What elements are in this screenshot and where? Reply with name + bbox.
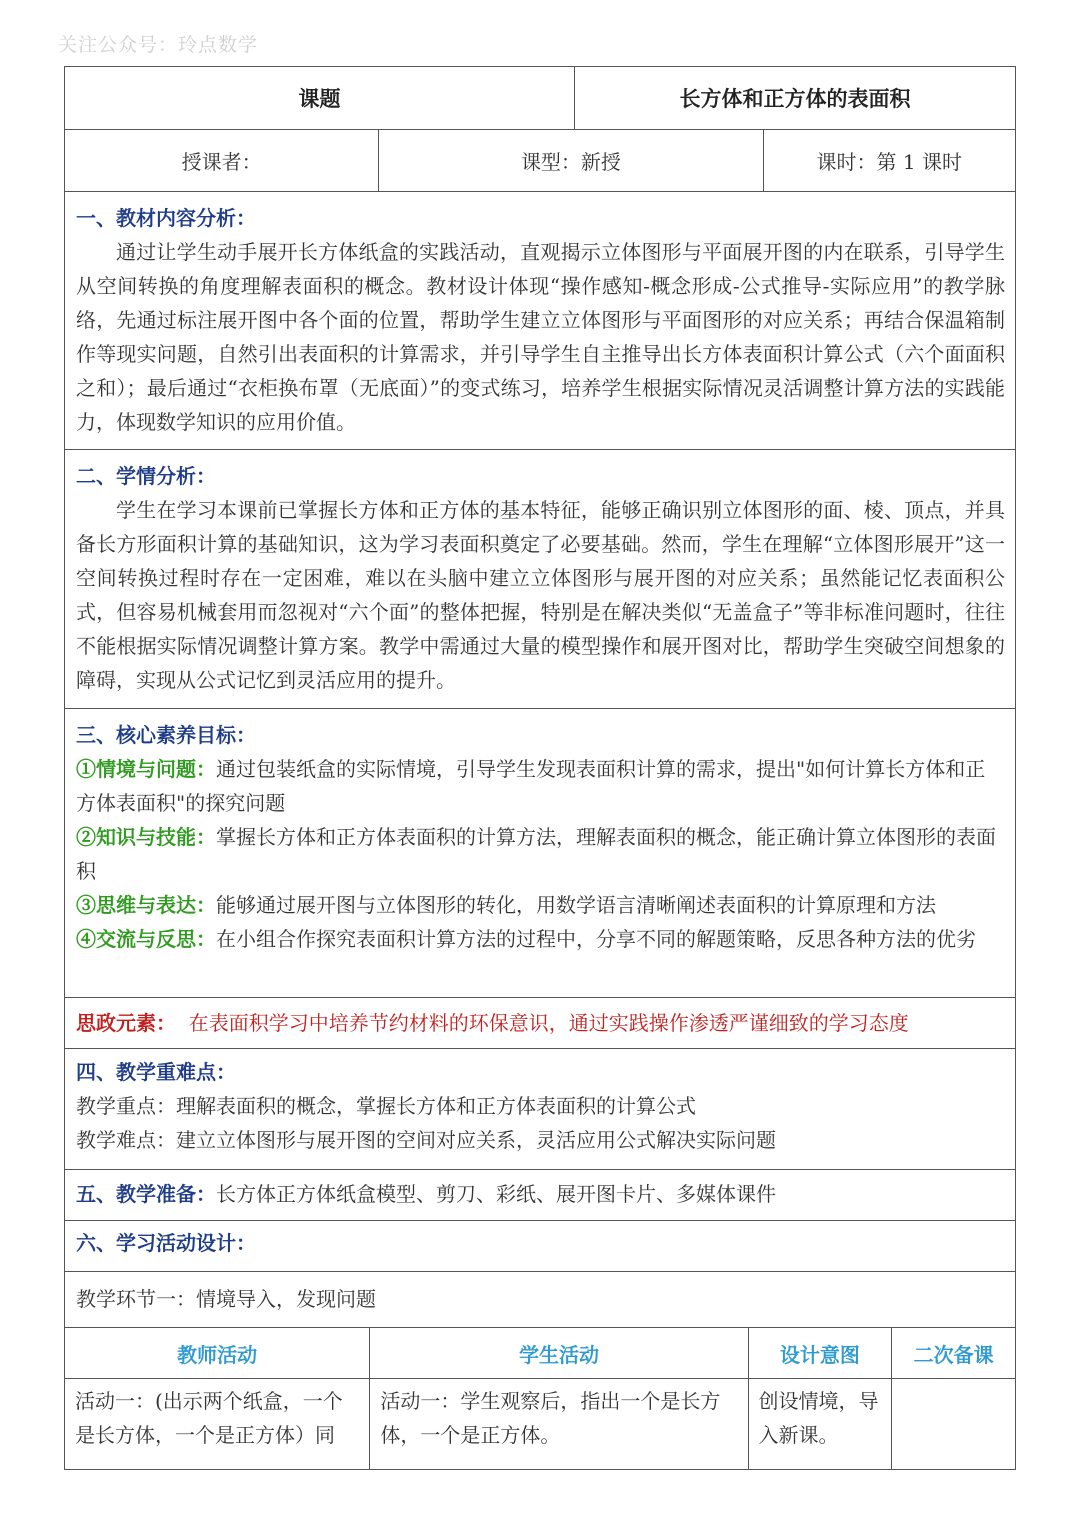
key-points-title: 四、教学重难点：: [76, 1060, 236, 1084]
watermark: 关注公众号：玲点数学: [58, 34, 259, 56]
student-activity-cell: 活动一：学生观察后，指出一个是长方体，一个是正方体。: [369, 1379, 747, 1469]
column-header: 教师活动: [177, 1342, 258, 1367]
goal-text: 在小组合作探究表面积计算方法的过程中，分享不同的解题策略，反思各种方法的优劣: [216, 927, 976, 951]
lesson-type: 课型：新授: [378, 130, 762, 191]
meta-row: [65, 130, 1015, 192]
ideology-text: 在表面积学习中培养节约材料的环保意识，通过实践操作渗透严谨细致的学习态度: [188, 1011, 909, 1035]
column-header: 设计意图: [748, 1328, 892, 1378]
goal-item: [76, 820, 1005, 888]
table-row: [65, 1379, 1015, 1469]
preparation-section: [65, 1170, 1015, 1221]
content-analysis-title: 一、教材内容分析：: [76, 206, 256, 230]
difficulty-text: 教学难点：建立立体图形与展开图的空间对应关系，灵活应用公式解决实际问题: [76, 1128, 776, 1152]
goal-text: 掌握长方体和正方体表面积的计算方法，理解表面积的概念，能正确计算立体图形的表面积: [76, 825, 996, 883]
student-analysis-section: [65, 450, 1015, 709]
activities-title: 六、学习活动设计：: [76, 1231, 256, 1255]
lesson-time: 课时：第 1 课时: [763, 130, 1015, 191]
second-prep-cell: [891, 1379, 1015, 1469]
stage-row: [65, 1272, 1015, 1328]
goal-label: ②知识与技能：: [76, 825, 216, 849]
content-analysis-text: 通过让学生动手展开长方体纸盒的实践活动，直观揭示立体图形与平面展开图的内在联系，引导学生从空间转换的角度理解表面积的概念。教材设计体现“操作感知-概念形成-公式推导-实际应用”的教学脉络，先通过标注展开图中各个面的位置，帮助学生建立立体图形与平面图形的对应关系；再结合保温箱制作等现实问题，自然引出表面积的计算需求，并引导学生自主推导出长方体表面积计算公式（六个面面积之和）；最后通过“衣柜换布罩（无底面）”的变式练习，培养学生根据实际情况灵活调整计算方法的实践能力，体现数学知识的应用价值。: [76, 240, 1005, 434]
stage-title: 教学环节一：情境导入，发现问题: [76, 1287, 376, 1311]
goal-label: ①情境与问题：: [76, 757, 216, 781]
design-intent-cell: 创设情境，导入新课。: [748, 1379, 892, 1469]
core-goals-section: [65, 709, 1015, 998]
goal-item: [76, 752, 1005, 820]
student-analysis-title: 二、学情分析：: [76, 464, 216, 488]
topic-row: [65, 67, 1015, 130]
goal-item: [76, 888, 1005, 922]
lesson-plan-table: [64, 66, 1016, 1470]
core-goals-title: 三、核心素养目标：: [76, 723, 256, 747]
preparation-title: 五、教学准备：: [76, 1182, 216, 1206]
activities-title-row: [65, 1221, 1015, 1272]
goal-label: ④交流与反思：: [76, 927, 216, 951]
content-analysis-section: [65, 192, 1015, 450]
goal-text: 通过包装纸盒的实际情境，引导学生发现表面积计算的需求，提出"如何计算长方体和正方体表面积"的探究问题: [76, 757, 986, 815]
goal-text: 能够通过展开图与立体图形的转化，用数学语言清晰阐述表面积的计算原理和方法: [216, 893, 936, 917]
teacher-activity-cell: 活动一：(出示两个纸盒，一个是长方体，一个是正方体）同: [75, 1389, 343, 1447]
key-point-text: 教学重点：理解表面积的概念，掌握长方体和正方体表面积的计算公式: [76, 1094, 696, 1118]
activity-table-header: [65, 1328, 1015, 1379]
student-analysis-text: 学生在学习本课前已掌握长方体和正方体的基本特征，能够正确识别立体图形的面、棱、顶点，并具备长方形面积计算的基础知识，这为学习表面积奠定了必要基础。然而，学生在理解“立体图形展开”这一空间转换过程时存在一定困难，难以在头脑中建立立体图形与展开图的对应关系；虽然能记忆表面积公式，但容易机械套用而忽视对“六个面”的整体把握，特别是在解决类似“无盖盒子”等非标准问题时，往往不能根据实际情况调整计算方案。教学中需通过大量的模型操作和展开图对比，帮助学生突破空间想象的障碍，实现从公式记忆到灵活应用的提升。: [76, 498, 1005, 692]
column-header: 学生活动: [369, 1328, 747, 1378]
preparation-text: 长方体正方体纸盒模型、剪刀、彩纸、展开图卡片、多媒体课件: [216, 1182, 776, 1206]
teacher-label: 授课者：: [181, 150, 262, 174]
ideology-section: [65, 998, 1015, 1049]
topic-label: 课题: [298, 86, 341, 111]
key-points-section: [65, 1049, 1015, 1170]
ideology-label: 思政元素：: [76, 1011, 176, 1035]
goal-label: ③思维与表达：: [76, 893, 216, 917]
column-header: 二次备课: [891, 1328, 1015, 1378]
goal-item: [76, 922, 1005, 956]
topic-value: 长方体和正方体的表面积: [574, 67, 1015, 129]
